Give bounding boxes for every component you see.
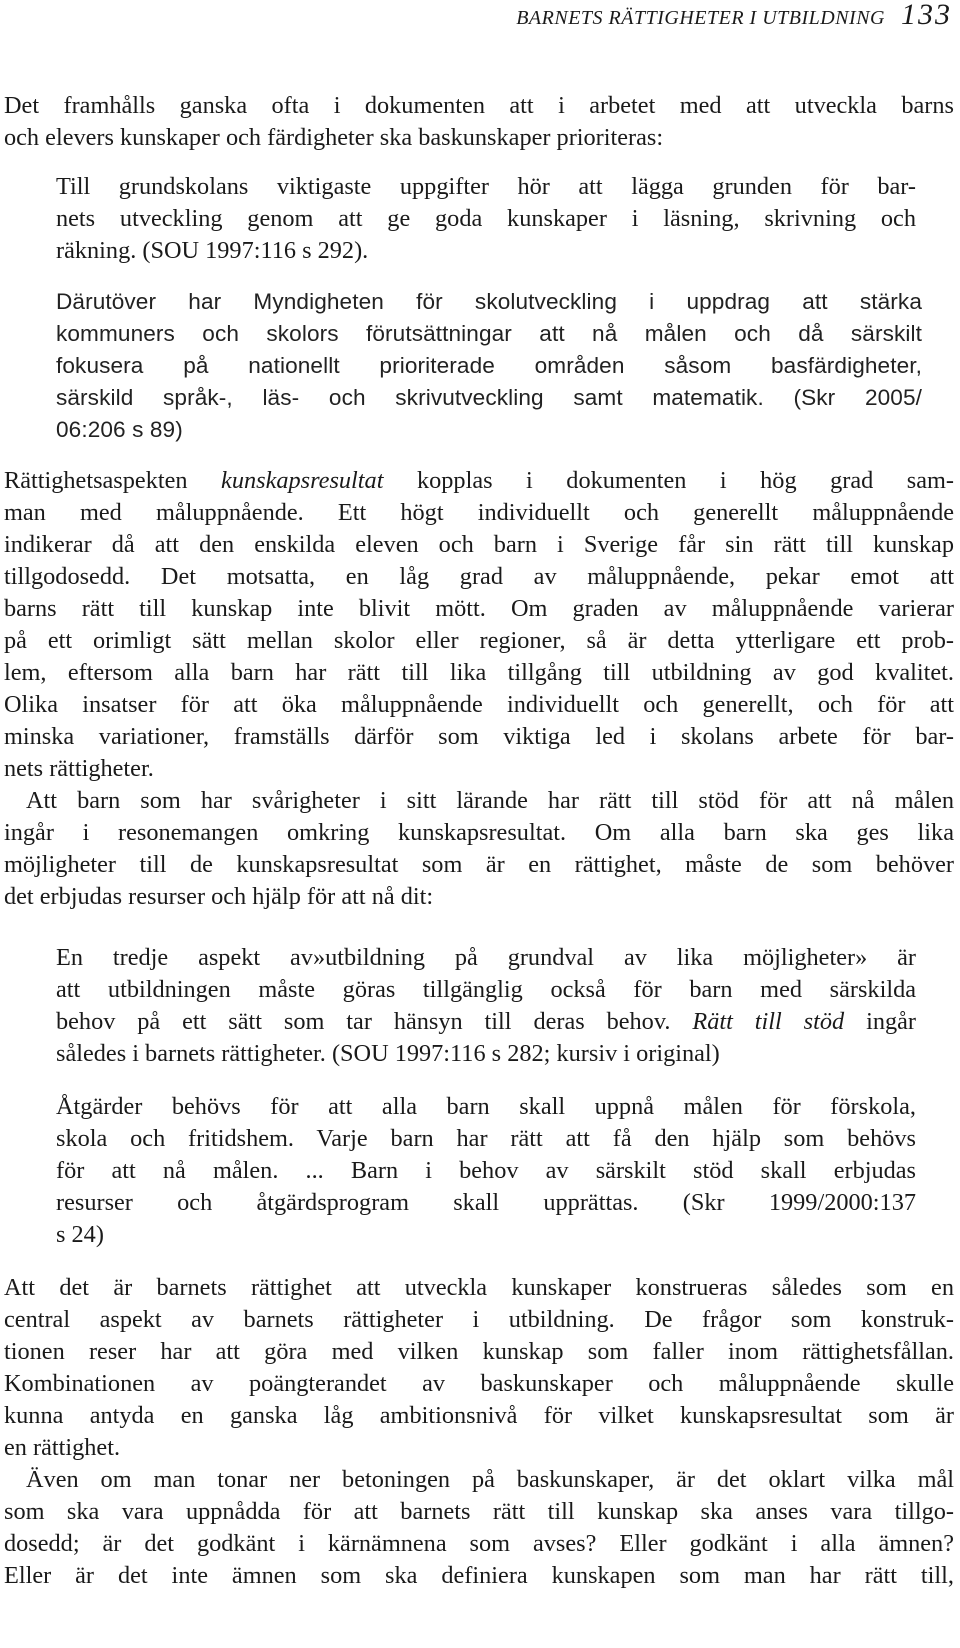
text-line: lem, eftersom alla barn har rätt till lika tillgång till utbildning av god kvalitet.: [4, 659, 954, 686]
quote-line: räkning. (SOU 1997:116 s 292).: [56, 237, 369, 264]
text-line: man med måluppnående. Ett högt individuellt och generellt måluppnående: [4, 499, 954, 526]
text-line: och elevers kunskaper och färdigheter ska baskunskaper prioriteras:: [4, 124, 664, 151]
quote-line: Åtgärder behövs för att alla barn skall uppnå målen för förskola,: [56, 1093, 916, 1120]
text-line: Olika insatser för att öka måluppnående individuellt och generellt, och för att: [4, 691, 954, 718]
text-span: Rättighetsaspekten: [4, 467, 188, 494]
text-line: en rättighet.: [4, 1434, 121, 1461]
text-line: Kombinationen av poängterandet av baskunskaper och måluppnående skulle: [4, 1370, 954, 1397]
italic-term: kunskapsresultat: [221, 467, 384, 494]
text-line: Att barn som har svårigheter i sitt lärande har rätt till stöd för att nå målen: [26, 787, 954, 814]
text-line: indikerar då att den enskilda eleven och barn i Sverige får sin rätt till kunskap: [4, 531, 954, 558]
text-line: dosedd; är det godkänt i kärnämnena som avses? Eller godkänt i alla ämnen?: [4, 1530, 954, 1557]
text-line: som ska vara uppnådda för att barnets rätt till kunskap ska anses vara tillgo-: [4, 1498, 954, 1525]
text-line: central aspekt av barnets rättigheter i utbildning. De frågor som konstruk-: [4, 1306, 954, 1333]
text-line: kunna antyda en ganska låg ambitionsnivå för vilket kunskapsresultat som är: [4, 1402, 954, 1429]
text-span: ingår: [866, 1008, 917, 1035]
text-line: barns rätt till kunskap inte blivit mött. Om graden av måluppnående varierar: [4, 595, 954, 622]
running-head-title: BARNETS RÄTTIGHETER I UTBILDNING: [516, 7, 885, 29]
text-line: ingår i resonemangen omkring kunskapsresultat. Om alla barn ska ges lika: [4, 819, 954, 846]
text-line: på ett orimligt sätt mellan skolor eller regioner, så är detta ytterligare ett prob-: [4, 627, 954, 654]
quote-line: fokusera på nationellt prioriterade områden såsom basfärdigheter,: [56, 353, 922, 378]
text-line: möjligheter till de kunskapsresultat som är en rättighet, måste de som behöver: [4, 851, 954, 878]
quote-line: att utbildningen måste göras tillgänglig också för barn med särskilda: [56, 976, 916, 1003]
text-line: nets rättigheter.: [4, 755, 154, 782]
text-line: Att det är barnets rättighet att utveckla kunskaper konstrueras således som en: [4, 1274, 954, 1301]
running-header: [516, 0, 952, 30]
quote-line: således i barnets rättigheter. (SOU 1997:116 s 282; kursiv i original): [56, 1040, 720, 1067]
quote-line: En tredje aspekt av»utbildning på grundval av lika möjligheter» är: [56, 944, 916, 971]
quote-line: [56, 1006, 916, 1038]
quote-line: resurser och åtgärdsprogram skall upprättas. (Skr 1999/2000:137: [56, 1189, 916, 1216]
text-line: minska variationer, framställs därför som viktiga led i skolans arbete för bar-: [4, 723, 954, 750]
quote-line: skola och fritidshem. Varje barn har rätt att få den hjälp som behövs: [56, 1125, 916, 1152]
quote-line: nets utveckling genom att ge goda kunskaper i läsning, skrivning och: [56, 205, 916, 232]
quote-line: för att nå målen. ... Barn i behov av särskilt stöd skall erbjudas: [56, 1157, 916, 1184]
quote-line: 06:206 s 89): [56, 417, 183, 442]
text-line: tillgodosedd. Det motsatta, en låg grad av måluppnående, pekar emot att: [4, 563, 954, 590]
quote-line: s 24): [56, 1221, 104, 1248]
page-number: 133: [901, 0, 952, 31]
text-line: Eller är det inte ämnen som ska definiera kunskapen som man har rätt till,: [4, 1562, 954, 1589]
quote-line: Till grundskolans viktigaste uppgifter hör att lägga grunden för bar-: [56, 173, 916, 200]
text-line: tionen reser har att göra med vilken kunskap som faller inom rättighetsfållan.: [4, 1338, 954, 1365]
text-span: kopplas i dokumenten i hög grad sam-: [416, 467, 954, 494]
quote-line: Därutöver har Myndigheten för skolutveckling i uppdrag att stärka: [56, 289, 922, 314]
quote-line: kommuners och skolors förutsättningar att nå målen och då särskilt: [56, 321, 922, 346]
italic-term: Rätt till stöd: [692, 1008, 845, 1035]
text-line: [4, 465, 954, 497]
text-line: Även om man tonar ner betoningen på baskunskaper, är det oklart vilka mål: [26, 1466, 954, 1493]
text-line: det erbjudas resurser och hjälp för att nå dit:: [4, 883, 434, 910]
text-line: Det framhålls ganska ofta i dokumenten att i arbetet med att utveckla barns: [4, 92, 954, 119]
quote-line: särskild språk-, läs- och skrivutveckling samt matematik. (Skr 2005/: [56, 385, 922, 410]
text-span: behov på ett sätt som tar hänsyn till deras behov.: [56, 1008, 671, 1035]
